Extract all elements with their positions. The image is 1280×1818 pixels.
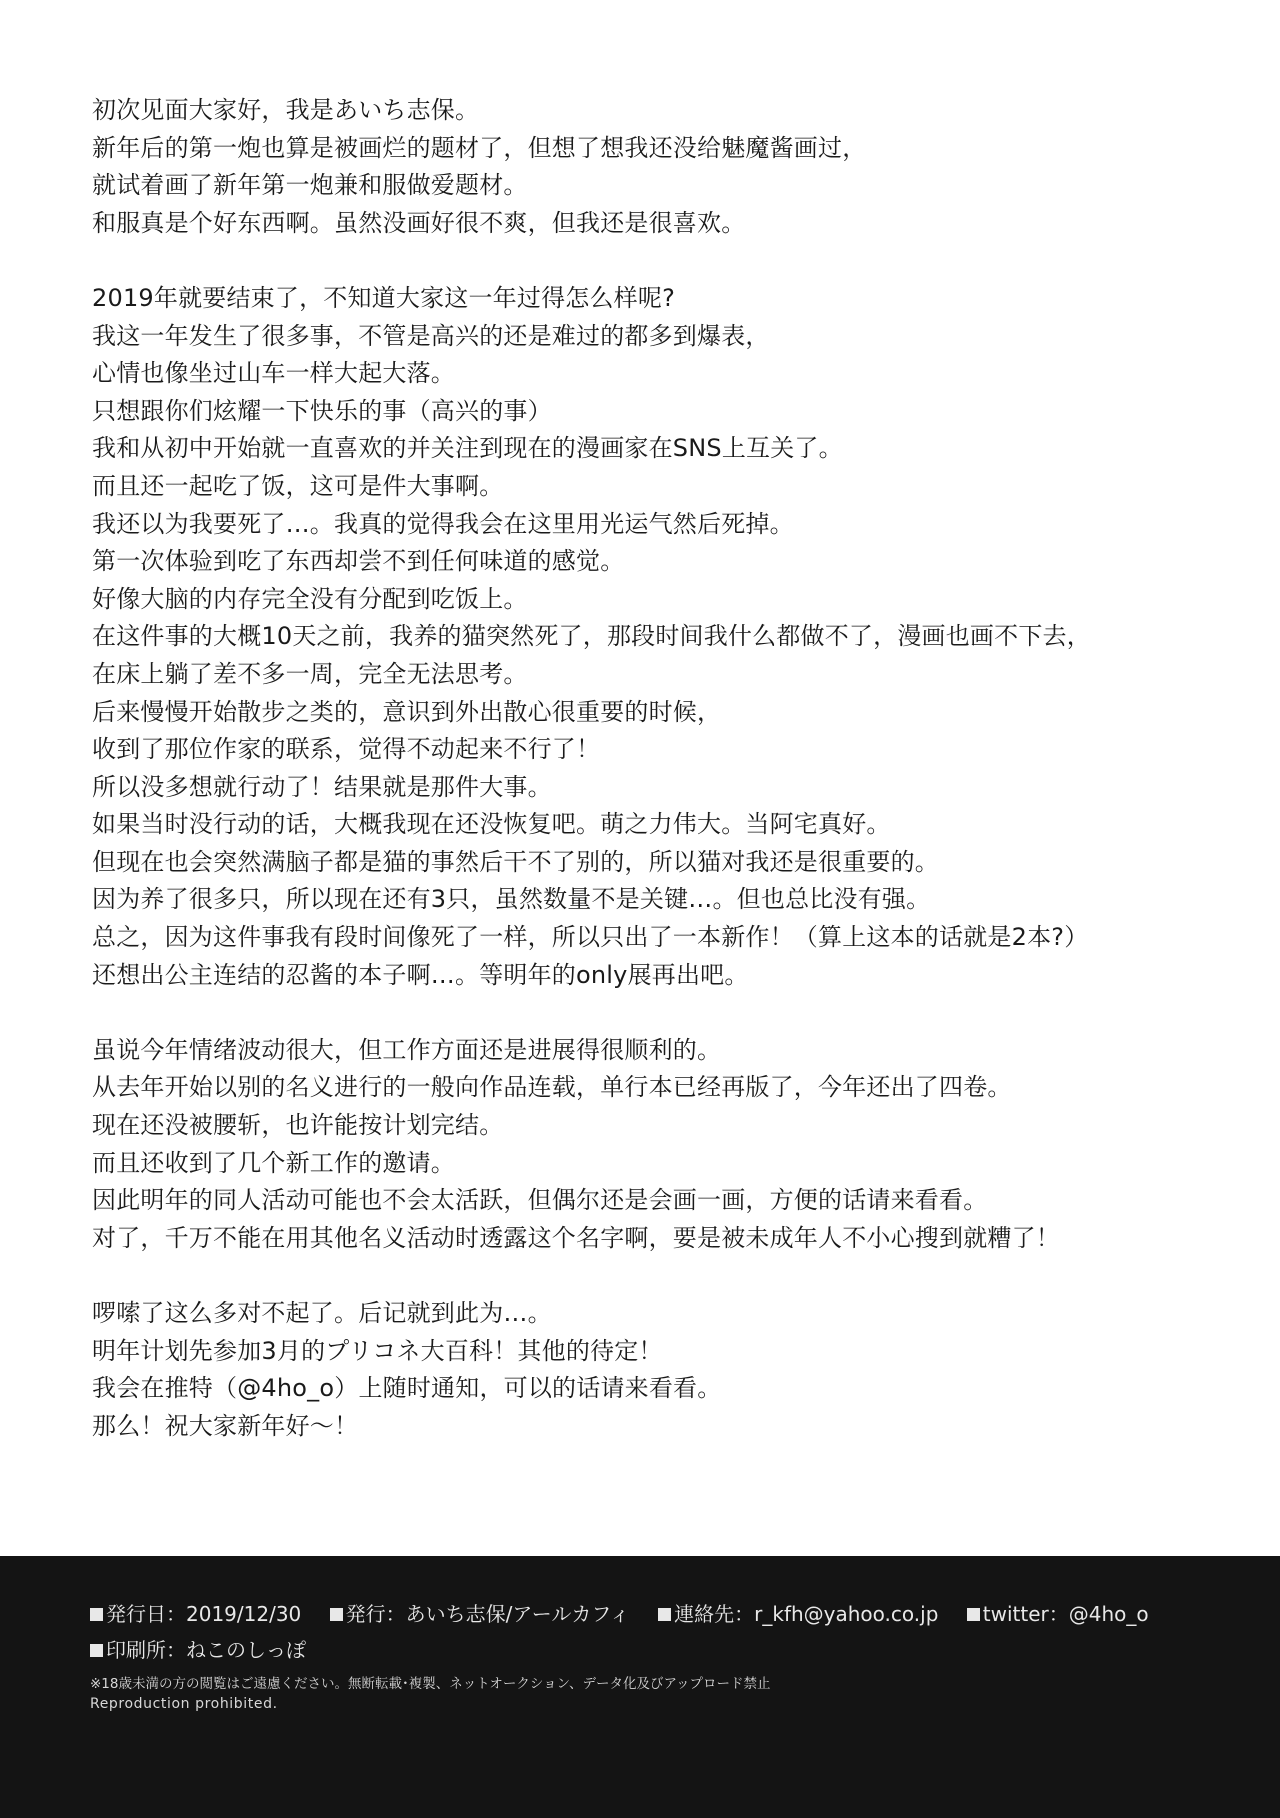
text-line: 后来慢慢开始散步之类的，意识到外出散心很重要的时候，: [92, 697, 722, 726]
text-line: 就试着画了新年第一炮兼和服做爱题材。: [92, 171, 528, 200]
text-line: 而且还收到了几个新工作的邀请。: [92, 1148, 455, 1177]
age-restriction-notice: ※18歳未満の方の閲覧はご遠慮ください。無断転載･複製、ネットオークション、データ化及びアップロード禁止: [90, 1676, 771, 1692]
paragraph-greeting: [92, 92, 1192, 242]
issue-date-text: 発行日：2019/12/30: [106, 1602, 302, 1626]
text-line: 在床上躺了差不多一周，完全无法思考。: [92, 659, 528, 688]
text-line: 只想跟你们炫耀一下快乐的事（高兴的事）: [92, 396, 552, 425]
text-line: 而且还一起吃了饭，这可是件大事啊。: [92, 471, 504, 500]
colophon-row-main: [90, 1598, 1171, 1627]
text-line: 现在还没被腰斩，也许能按计划完结。: [92, 1111, 504, 1140]
text-line: 新年后的第一炮也算是被画烂的题材了，但想了想我还没给魅魔酱画过，: [92, 133, 867, 162]
text-line: 收到了那位作家的联系，觉得不动起来不行了！: [92, 735, 601, 764]
contact-text: 連絡先：r_kfh@yahoo.co.jp: [674, 1602, 939, 1626]
printer: [90, 1634, 306, 1663]
paragraph-closing: [92, 1295, 1192, 1445]
text-line: 对了，千万不能在用其他名义活动时透露这个名字啊，要是被未成年人不小心搜到就糟了！: [92, 1223, 1060, 1252]
text-line: 那么！祝大家新年好～！: [92, 1411, 359, 1440]
afterword-text: [92, 92, 1192, 1445]
text-line: 我和从初中开始就一直喜欢的并关注到现在的漫画家在SNS上互关了。: [92, 434, 843, 463]
text-line: 我这一年发生了很多事，不管是高兴的还是难过的都多到爆表，: [92, 321, 770, 350]
paragraph-work-update: [92, 1032, 1192, 1258]
text-line: 2019年就要结束了，不知道大家这一年过得怎么样呢?: [92, 283, 676, 312]
square-bullet-icon: [330, 1608, 343, 1621]
contact: [658, 1598, 938, 1627]
square-bullet-icon: [967, 1608, 980, 1621]
text-line: 明年计划先参加3月的プリコネ大百科！其他的待定！: [92, 1336, 663, 1365]
square-bullet-icon: [658, 1608, 671, 1621]
issue-date: [90, 1598, 301, 1627]
text-line: 总之，因为这件事我有段时间像死了一样，所以只出了一本新作！（算上这本的话就是2本?）: [92, 923, 1089, 952]
text-line: 心情也像坐过山车一样大起大落。: [92, 359, 455, 388]
text-line: 所以没多想就行动了！结果就是那件大事。: [92, 772, 552, 801]
square-bullet-icon: [90, 1608, 103, 1621]
reproduction-notice: Reproduction prohibited.: [90, 1696, 278, 1712]
text-line: 但现在也会突然满脑子都是猫的事然后干不了别的，所以猫对我还是很重要的。: [92, 847, 939, 876]
text-line: 虽说今年情绪波动很大，但工作方面还是进展得很顺利的。: [92, 1035, 722, 1064]
colophon-row-printer: [90, 1634, 328, 1663]
text-line: 好像大脑的内存完全没有分配到吃饭上。: [92, 584, 528, 613]
publisher: [330, 1598, 630, 1627]
text-line: 因此明年的同人活动可能也不会太活跃，但偶尔还是会画一画，方便的话请来看看。: [92, 1186, 988, 1215]
printer-text: 印刷所：ねこのしっぽ: [106, 1638, 306, 1662]
text-line: 啰嗦了这么多对不起了。后记就到此为…。: [92, 1299, 552, 1327]
square-bullet-icon: [90, 1644, 103, 1657]
text-line: 和服真是个好东西啊。虽然没画好很不爽，但我还是很喜欢。: [92, 208, 746, 237]
text-line: 初次见面大家好，我是あいち志保。: [92, 96, 480, 124]
text-line: 还想出公主连结的忍酱的本子啊…。等明年的only展再出吧。: [92, 960, 749, 989]
text-line: 因为养了很多只，所以现在还有3只，虽然数量不是关键…。但也总比没有强。: [92, 885, 931, 914]
text-line: 从去年开始以别的名义进行的一般向作品连载，单行本已经再版了，今年还出了四卷。: [92, 1073, 1012, 1102]
colophon-footer: [0, 1556, 1280, 1818]
publisher-text: 発行：あいち志保/アールカフィ: [345, 1602, 630, 1626]
paragraph-year-review: [92, 280, 1192, 994]
text-line: 如果当时没行动的话，大概我现在还没恢复吧。萌之力伟大。当阿宅真好。: [92, 810, 891, 839]
text-line: 我会在推特（@4ho_o）上随时通知，可以的话请来看看。: [92, 1374, 722, 1403]
text-line: 第一次体验到吃了东西却尝不到任何味道的感觉。: [92, 547, 625, 576]
twitter-text: twitter：@4ho_o: [982, 1602, 1149, 1626]
twitter: [967, 1598, 1149, 1627]
text-line: 我还以为我要死了…。我真的觉得我会在这里用光运气然后死掉。: [92, 509, 794, 538]
text-line: 在这件事的大概10天之前，我养的猫突然死了，那段时间我什么都做不了，漫画也画不下去，: [92, 622, 1091, 651]
